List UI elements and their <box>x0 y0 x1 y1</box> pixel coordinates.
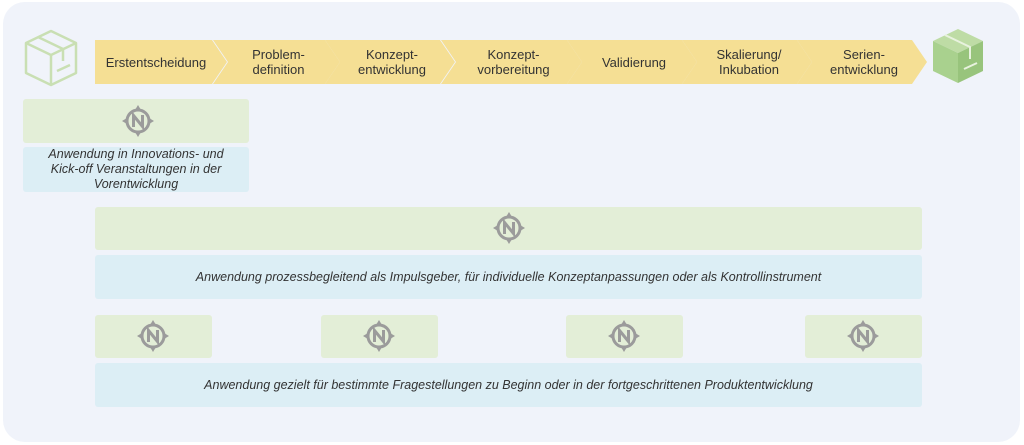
phase-label: Skalierung/ Inkubation <box>716 47 782 77</box>
phase-label: Erstentscheidung <box>105 54 207 70</box>
box-outline-icon <box>22 27 80 89</box>
compass-n-icon <box>607 319 641 353</box>
compass-n-icon <box>121 104 155 138</box>
phase-label: Konzept- entwicklung <box>358 47 426 77</box>
phase-validierung <box>567 40 697 84</box>
usage-description: Anwendung gezielt für bestimmte Fragestellungen zu Beginn oder in der fortgeschrittenen Produktentwicklung <box>95 363 922 407</box>
compass-n-icon <box>846 319 880 353</box>
usage-description: Anwendung prozessbegleitend als Impulsgeber, für individuelle Konzeptanpassungen oder als Kontrollinstrument <box>95 255 922 299</box>
phase-label: Problem- definition <box>252 47 305 77</box>
phase-konzeptvorbereitung <box>441 40 582 84</box>
box-filled-icon <box>930 26 986 86</box>
phase-skalierung <box>682 40 812 84</box>
phase-label: Serien- entwicklung <box>830 47 898 77</box>
compass-n-icon <box>492 211 526 245</box>
compass-n-icon <box>362 319 396 353</box>
phase-serienentwicklung <box>797 40 927 84</box>
phase-erstentscheidung <box>95 40 227 84</box>
usage-description: Anwendung in Innovations- und Kick-off Veranstaltungen in der Vorentwicklung <box>23 147 249 192</box>
phase-label: Validierung <box>601 54 667 70</box>
phase-konzeptentwicklung <box>325 40 455 84</box>
phase-label: Konzept- vorbereitung <box>477 47 550 77</box>
compass-n-icon <box>136 319 170 353</box>
phase-problemdefinition <box>213 40 340 84</box>
